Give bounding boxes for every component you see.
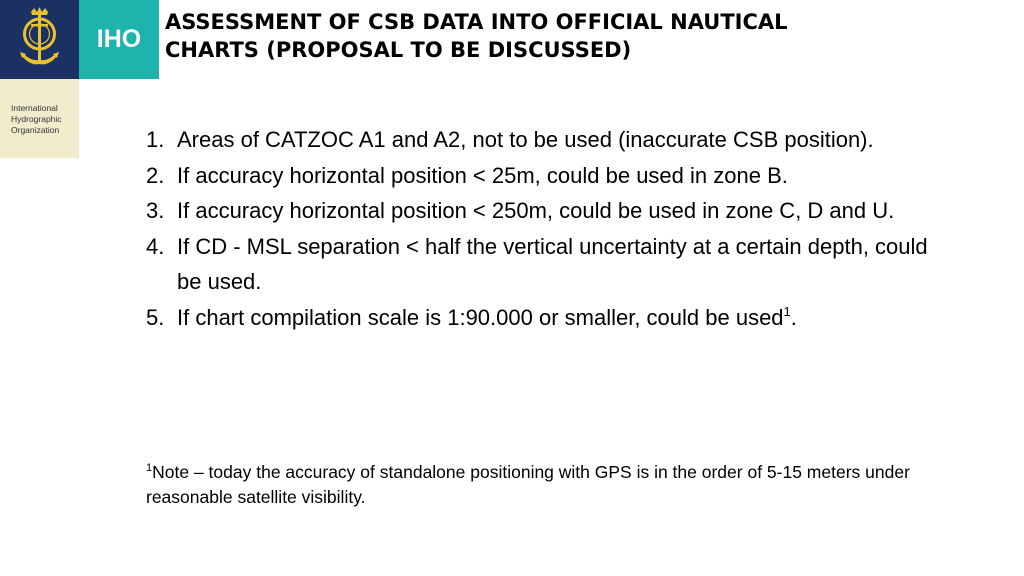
title-line: CHARTS (PROPOSAL TO BE DISCUSSED) xyxy=(165,38,632,62)
list-item xyxy=(146,300,946,336)
org-line: Organization xyxy=(11,125,60,135)
footnote-reference: 1 xyxy=(783,303,791,319)
list-number: 1. xyxy=(146,127,165,152)
page-title xyxy=(165,8,1005,64)
organization-name-block xyxy=(0,79,79,158)
title-line: ASSESSMENT OF CSB DATA INTO OFFICIAL NAUTICAL xyxy=(165,10,788,34)
list-text: If accuracy horizontal position < 25m, could be used in zone B. xyxy=(177,162,788,188)
list-text-tail: . xyxy=(790,304,797,330)
iho-logo-text: IHO xyxy=(79,0,159,79)
anchor-emblem-icon xyxy=(0,0,79,79)
list-text: If CD - MSL separation < half the vertical uncertainty at a certain depth, could be used. xyxy=(177,233,928,294)
list-item xyxy=(146,122,946,158)
list-item xyxy=(146,229,946,300)
list-item xyxy=(146,193,946,229)
list-text-container xyxy=(177,300,946,336)
list-number: 3. xyxy=(146,198,165,223)
list-text: If chart compilation scale is 1:90.000 or smaller, could be used xyxy=(177,304,784,330)
org-line: Hydrographic xyxy=(11,114,62,124)
iho-emblem-logo xyxy=(0,0,79,79)
list-item xyxy=(146,158,946,194)
footnote-marker: 1 xyxy=(146,462,153,474)
org-line: International xyxy=(11,103,58,113)
criteria-list xyxy=(146,122,946,335)
footnote-text: Note – today the accuracy of standalone positioning with GPS is in the order of 5-15 meters under reasonable satellite visibility. xyxy=(146,462,910,507)
list-number: 4. xyxy=(146,233,165,259)
footnote xyxy=(146,460,966,510)
list-number: 5. xyxy=(146,304,165,330)
list-text: Areas of CATZOC A1 and A2, not to be used (inaccurate CSB position). xyxy=(177,127,874,152)
list-number: 2. xyxy=(146,162,165,188)
list-text: If accuracy horizontal position < 250m, could be used in zone C, D and U. xyxy=(177,198,895,223)
